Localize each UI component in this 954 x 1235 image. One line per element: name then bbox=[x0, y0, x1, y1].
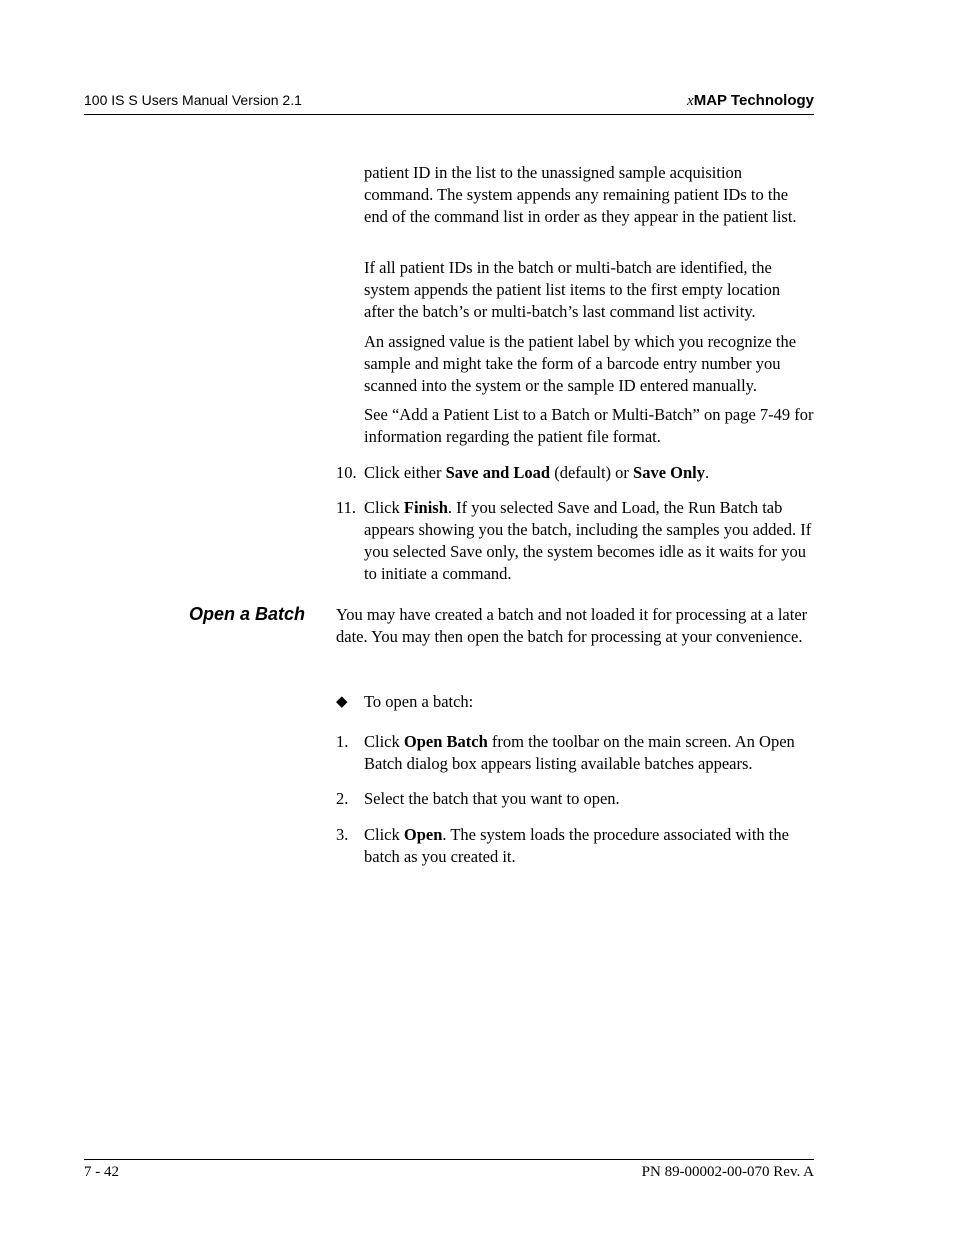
page-footer bbox=[84, 1159, 814, 1180]
step-text: Select the batch that you want to open. bbox=[364, 789, 620, 808]
step-text: Click Finish. If you selected Save and Load, the Run Batch tab appears showing you the batch, including the samples you added. If you selected Save only, the system becomes idle as it waits for you to initiate a command. bbox=[364, 498, 812, 583]
bullet-text: To open a batch: bbox=[364, 692, 474, 711]
header-brand bbox=[687, 92, 814, 110]
paragraph-all-identified: If all patient IDs in the batch or multi-batch are identified, the system appends the patient list items to the first empty location after the batch’s or multi-batch’s last command list activity. bbox=[364, 258, 781, 321]
step-text: Click either Save and Load (default) or Save Only. bbox=[364, 463, 710, 482]
section-title: Open a Batch bbox=[189, 604, 306, 624]
step-text: Click Open Batch from the toolbar on the main screen. An Open Batch dialog box appears listing available batches appears. bbox=[364, 732, 795, 773]
manual-title: 100 IS S Users Manual Version 2.1 bbox=[84, 92, 302, 108]
step-number: 11. bbox=[336, 498, 357, 517]
page-header bbox=[84, 92, 814, 115]
step-number: 3. bbox=[336, 825, 349, 844]
brand-prefix: x bbox=[687, 93, 694, 109]
section-intro: You may have created a batch and not loaded it for processing at a later date. You may then open the batch for processing at your convenience. bbox=[336, 605, 808, 646]
step-number: 10. bbox=[336, 463, 357, 482]
step-number: 1. bbox=[336, 732, 349, 751]
diamond-bullet-icon: ◆ bbox=[336, 694, 348, 710]
step-number: 2. bbox=[336, 789, 349, 808]
paragraph-see-reference: See “Add a Patient List to a Batch or Multi-Batch” on page 7-49 for information regarding the patient file format. bbox=[364, 405, 814, 446]
part-number: PN 89-00002-00-070 Rev. A bbox=[641, 1164, 814, 1180]
page-number: 7 - 42 bbox=[84, 1164, 119, 1180]
step-text: Click Open. The system loads the procedure associated with the batch as you created it. bbox=[364, 825, 789, 866]
paragraph-assigned-value: An assigned value is the patient label by which you recognize the sample and might take the form of a barcode entry number you scanned into the system or the sample ID entered manually. bbox=[364, 332, 797, 395]
brand-name: MAP Technology bbox=[693, 92, 814, 109]
paragraph-patient-id: patient ID in the list to the unassigned sample acquisition command. The system appends any remaining patient IDs to the end of the command list in order as they appear in the patient list. bbox=[364, 163, 797, 226]
